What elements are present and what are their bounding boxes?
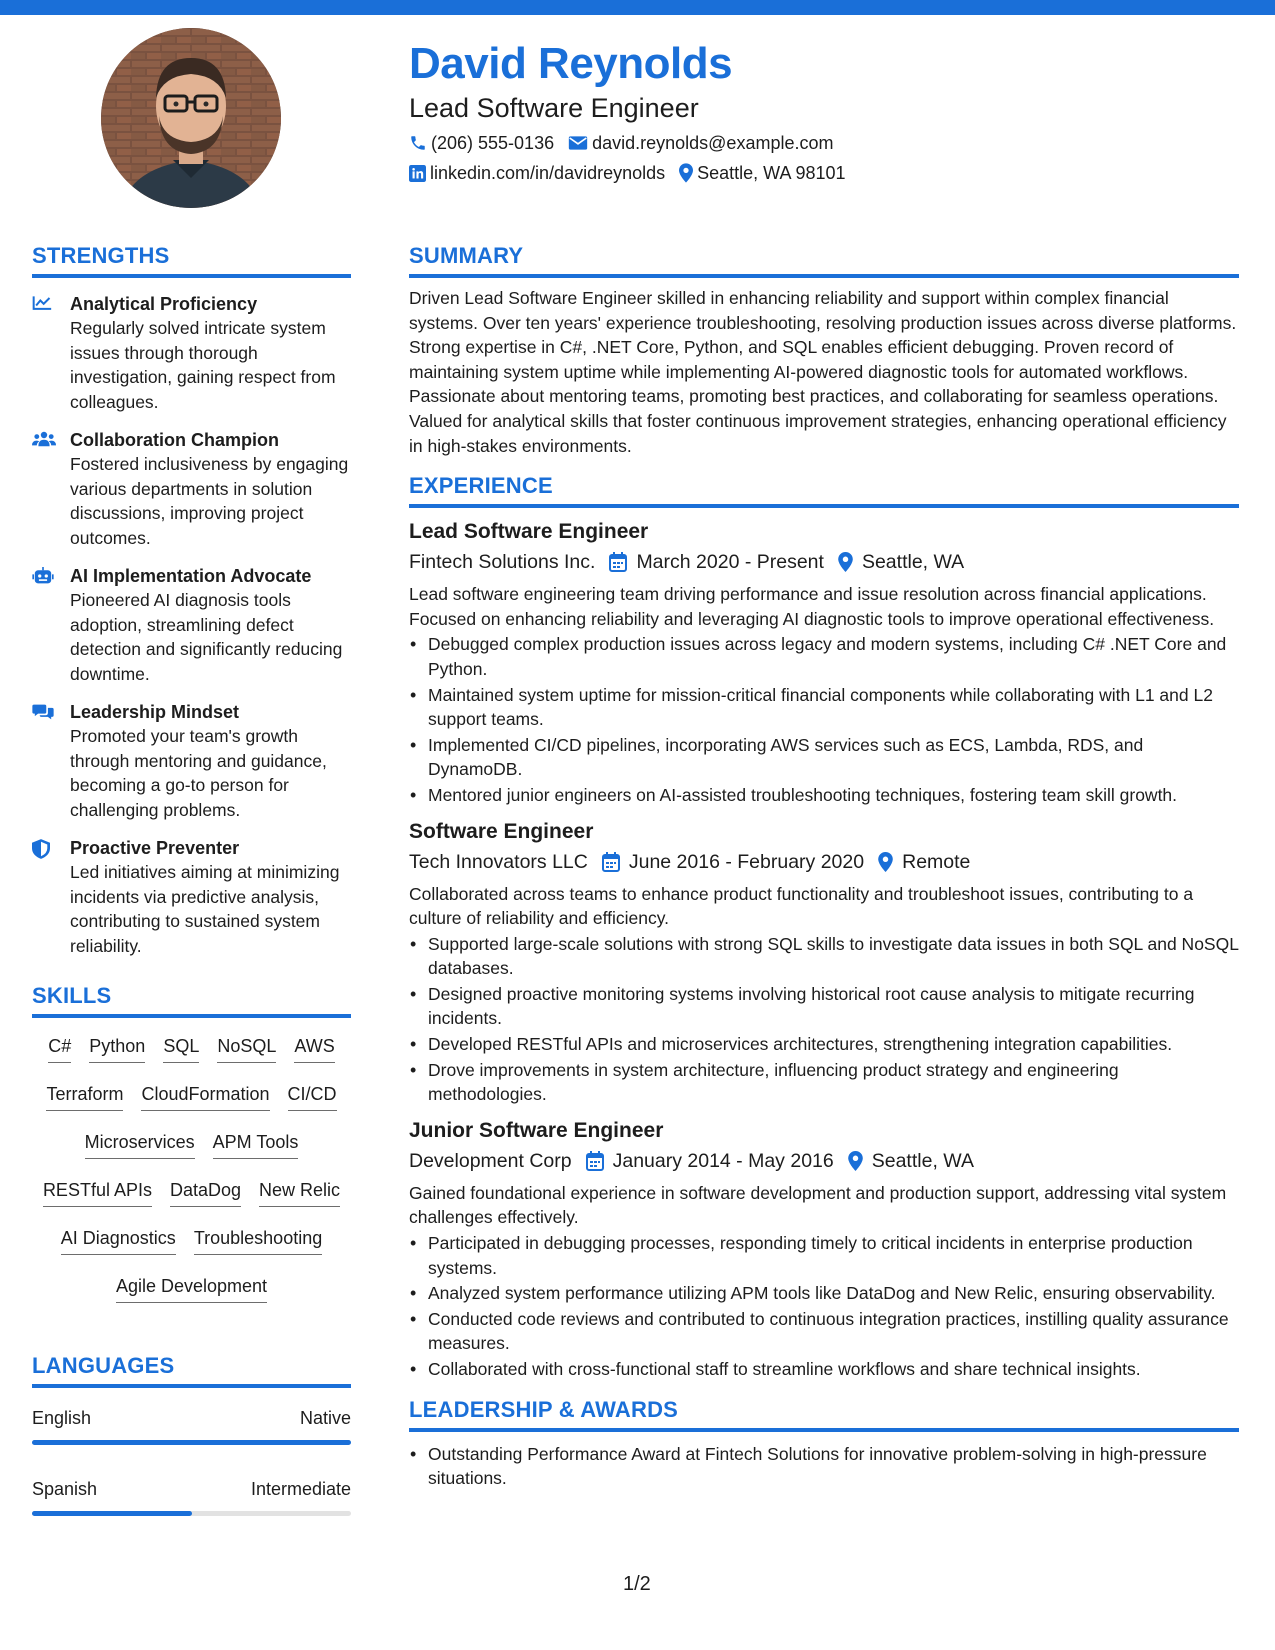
skill-tag: APM Tools: [213, 1128, 299, 1159]
job-entry: [409, 818, 1239, 1107]
job-meta: [409, 1147, 1239, 1175]
language-name: English: [32, 1408, 92, 1428]
job-entry: [409, 1117, 1239, 1382]
phone-contact: [409, 130, 554, 156]
job-bullet: • Designed proactive monitoring systems involving historical root cause analysis to mitigate recurring incidents.: [409, 982, 1239, 1031]
envelope-icon: [568, 135, 588, 151]
job-company: Tech Innovators LLC: [409, 850, 588, 873]
skill-tag: NoSQL: [217, 1032, 276, 1063]
job-description: Lead software engineering team driving performance and issue resolution across financial applications. Focused on enhancing reliability and leveraging AI diagnostic tools to improve operational effectiveness.: [409, 584, 1215, 629]
leadership-bullet: • Outstanding Performance Award at Fintech Solutions for innovative problem-solving in high-pressure situations.: [409, 1442, 1239, 1491]
skill-tag: C#: [48, 1032, 71, 1063]
job-title: Lead Software Engineer: [409, 520, 649, 544]
job-meta: [409, 548, 1239, 576]
linkedin-contact[interactable]: [409, 160, 665, 186]
phone-text: (206) 555-0136: [431, 133, 555, 153]
section-divider: [32, 1384, 351, 1388]
map-pin-icon: [679, 163, 693, 183]
job-location: Remote: [902, 850, 971, 873]
profile-photo: [101, 28, 281, 208]
job-bullet: • Developed RESTful APIs and microservices architectures, strengthening integration capabilities.: [409, 1032, 1239, 1057]
linkedin-icon: [409, 165, 426, 182]
leadership-heading: LEADERSHIP & AWARDS: [409, 1396, 679, 1422]
calendar-icon: [609, 552, 627, 572]
job-bullet: • Participated in debugging processes, responding timely to critical incidents in enterprise production systems.: [409, 1231, 1239, 1280]
experience-heading: EXPERIENCE: [409, 473, 553, 499]
job-bullet: • Implemented CI/CD pipelines, incorporating AWS services such as ECS, Lambda, RDS, and DynamoDB.: [409, 733, 1239, 782]
job-company: Development Corp: [409, 1149, 572, 1172]
job-bullet: • Maintained system uptime for mission-critical financial components while collaborating with L1 and L2 support teams.: [409, 683, 1239, 732]
section-divider: [409, 504, 1239, 508]
map-pin-icon: [838, 552, 853, 572]
languages-heading: LANGUAGES: [32, 1353, 175, 1378]
job-meta: [409, 848, 1239, 876]
section-divider: [409, 1428, 1239, 1432]
summary-text: Driven Lead Software Engineer skilled in enhancing reliability and support within complex financial systems. Over ten years' experience troubleshooting, resolving production issues across diverse platforms. Strong expertise in C#, .NET Core, Python, and SQL enables efficient debugging. Proven record of maintaining system uptime while implementing AI-powered diagnostic tools for automated workflows. Passionate about mentoring teams, promoting best practices, and collaborating for seamless operations. Valued for analytical skills that foster continuous improvement strategies, enhancing operational efficiency in high-stakes environments.: [409, 288, 1237, 456]
strength-item: [32, 700, 351, 822]
job-bullets: [409, 632, 1239, 807]
skill-tag: RESTful APIs: [43, 1176, 152, 1207]
job-bullet: • Debugged complex production issues across legacy and modern systems, including C# .NET Core and Python.: [409, 632, 1239, 681]
location-contact: [679, 160, 845, 186]
strength-title: Analytical Proficiency: [70, 294, 258, 314]
job-location: Seattle, WA: [861, 551, 965, 574]
contact-row-2: [409, 160, 1239, 186]
map-pin-icon: [848, 1151, 863, 1171]
language-proficiency-bar: [32, 1440, 351, 1445]
language-proficiency-fill: [32, 1511, 192, 1516]
languages-section: [32, 1352, 351, 1516]
skills-section: [32, 982, 351, 1320]
job-location: Seattle, WA: [871, 1149, 974, 1172]
job-bullet: • Analyzed system performance utilizing APM tools like DataDog and New Relic, ensuring observability.: [409, 1281, 1239, 1306]
skills-list: [32, 1032, 351, 1320]
job-entry: [409, 518, 1239, 807]
strength-title: Leadership Mindset: [70, 702, 240, 722]
strengths-heading: STRENGTHS: [32, 243, 170, 268]
top-accent-bar: [0, 0, 1275, 15]
location-text: Seattle, WA 98101: [697, 163, 846, 183]
page-number: 1/2: [623, 1573, 651, 1595]
language-name: Spanish: [32, 1479, 98, 1499]
job-bullets: [409, 1231, 1239, 1382]
leadership-bullets: [409, 1442, 1239, 1491]
job-bullet: • Conducted code reviews and contributed to continuous integration practices, instilling quality assurance measures.: [409, 1307, 1239, 1356]
job-description: Gained foundational experience in software development and production support, addressing vital system challenges effectively.: [409, 1182, 1227, 1228]
skill-tag: Python: [89, 1032, 145, 1063]
strength-title: Proactive Preventer: [70, 838, 240, 858]
skill-tag: AI Diagnostics: [61, 1224, 176, 1255]
job-bullets: [409, 932, 1239, 1107]
phone-icon: [409, 134, 427, 152]
language-level: Native: [299, 1408, 351, 1428]
summary-heading: SUMMARY: [409, 243, 524, 268]
section-divider: [32, 274, 351, 278]
calendar-icon: [602, 852, 620, 872]
strength-desc: Pioneered AI diagnosis tools adoption, streamlining defect detection and significantly reducing downtime.: [70, 590, 343, 684]
skill-tag: SQL: [163, 1032, 199, 1063]
job-title: Junior Software Engineer: [409, 1118, 664, 1142]
comments-icon: [32, 703, 54, 721]
candidate-title: Lead Software Engineer: [409, 93, 699, 123]
skill-tag: CI/CD: [288, 1080, 337, 1111]
leadership-section: [409, 1396, 1239, 1491]
section-divider: [32, 1014, 351, 1018]
language-item: [32, 1477, 351, 1516]
language-proficiency-bar: [32, 1511, 351, 1516]
right-column: [409, 242, 1239, 1492]
email-contact[interactable]: [568, 130, 833, 156]
job-dates: January 2014 - May 2016: [612, 1149, 834, 1172]
experience-section: [409, 472, 1239, 1381]
strength-item: [32, 292, 351, 414]
shield-icon: [32, 839, 50, 859]
calendar-icon: [586, 1151, 604, 1171]
linkedin-text: linkedin.com/in/davidreynolds: [430, 163, 666, 183]
strength-desc: Promoted your team's growth through mentoring and guidance, becoming a go-to person for challenging problems.: [70, 726, 327, 820]
language-item: [32, 1406, 351, 1445]
users-icon: [32, 431, 56, 447]
strength-desc: Led initiatives aiming at minimizing incidents via predictive analysis, contributing to sustained system reliability.: [70, 862, 340, 956]
strength-item: [32, 564, 351, 686]
job-description: Collaborated across teams to enhance product functionality and troubleshoot issues, contributing to a culture of reliability and efficiency.: [409, 883, 1194, 929]
skill-tag: Troubleshooting: [194, 1224, 322, 1255]
strength-desc: Regularly solved intricate system issues through thorough investigation, gaining respect from colleagues.: [70, 318, 336, 412]
job-bullet: • Collaborated with cross-functional staff to streamline workflows and share technical insights.: [409, 1357, 1239, 1382]
strength-item: [32, 428, 351, 550]
job-dates: March 2020 - Present: [636, 551, 824, 574]
skill-tag: New Relic: [259, 1176, 340, 1207]
chart-line-icon: [32, 295, 52, 311]
robot-icon: [32, 567, 54, 585]
skill-tag: Agile Development: [116, 1272, 267, 1303]
job-bullet: • Mentored junior engineers on AI-assisted troubleshooting techniques, fostering team skill growth.: [409, 783, 1239, 808]
strengths-section: [32, 242, 351, 958]
skill-tag: CloudFormation: [141, 1080, 269, 1111]
strength-title: Collaboration Champion: [70, 430, 279, 450]
strength-item: [32, 836, 351, 958]
skill-tag: AWS: [294, 1032, 334, 1063]
summary-section: [409, 242, 1239, 458]
candidate-name: David Reynolds: [409, 39, 733, 88]
skill-tag: Microservices: [85, 1128, 195, 1159]
job-dates: June 2016 - February 2020: [628, 850, 865, 873]
job-company: Fintech Solutions Inc.: [409, 551, 596, 574]
job-bullet: • Supported large-scale solutions with strong SQL skills to investigate data issues in both SQL and NoSQL databases.: [409, 932, 1239, 981]
contact-row-1: [409, 130, 1239, 156]
language-proficiency-fill: [32, 1440, 351, 1445]
email-text: david.reynolds@example.com: [592, 133, 834, 153]
strength-title: AI Implementation Advocate: [70, 566, 312, 586]
job-bullet: • Drove improvements in system architecture, influencing product strategy and engineering methodologies.: [409, 1058, 1239, 1107]
section-divider: [409, 274, 1239, 278]
skill-tag: DataDog: [170, 1176, 241, 1207]
skill-tag: Terraform: [46, 1080, 123, 1111]
strength-desc: Fostered inclusiveness by engaging various departments in solution discussions, improving project outcomes.: [70, 454, 349, 548]
job-title: Software Engineer: [409, 819, 594, 843]
language-level: Intermediate: [250, 1479, 351, 1499]
left-column: [32, 242, 351, 1516]
resume-header: [409, 38, 1239, 186]
map-pin-icon: [878, 852, 893, 872]
skills-heading: SKILLS: [32, 983, 112, 1008]
